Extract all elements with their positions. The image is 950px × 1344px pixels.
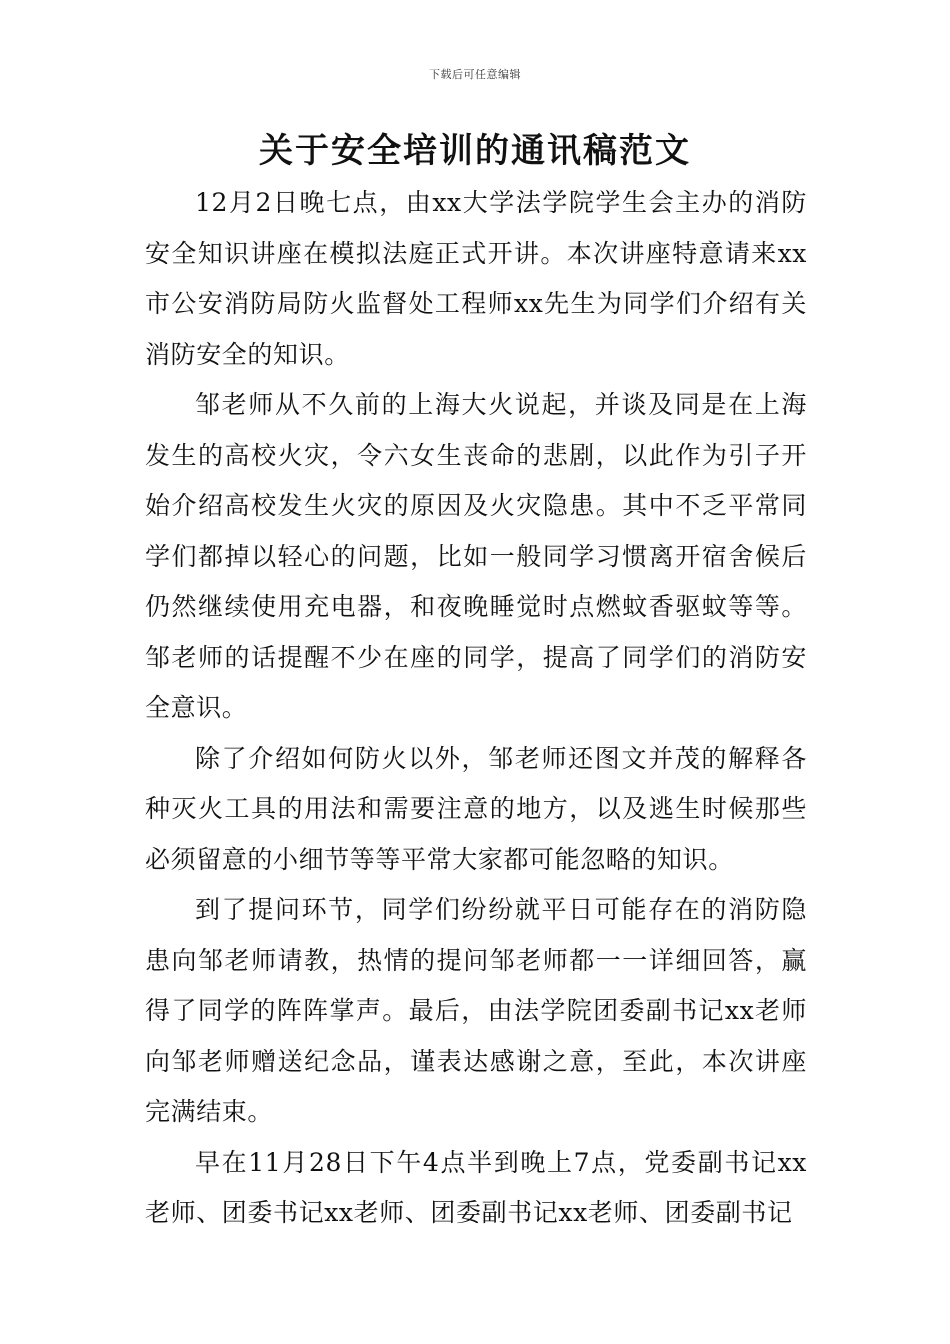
header-note: 下载后可任意编辑 bbox=[429, 68, 521, 81]
paragraph-1: 12月2日晚七点，由xx大学法学院学生会主办的消防安全知识讲座在模拟法庭正式开讲。本次讲座特意请来xx市公安消防局防火监督处工程师xx先生为同学们介绍有关消防安全的知识。 bbox=[145, 188, 807, 369]
paragraph-5: 早在11月28日下午4点半到晚上7点，党委副书记xx老师、团委书记xx老师、团委副书记xx老师、团委副书记 bbox=[145, 1147, 807, 1227]
paragraph-3: 除了介绍如何防火以外，邹老师还图文并茂的解释各种灭火工具的用法和需要注意的地方，以及逃生时候那些必须留意的小细节等等平常大家都可能忽略的知识。 bbox=[145, 743, 807, 874]
document-title: 关于安全培训的通讯稿范文 bbox=[259, 131, 691, 171]
document-body bbox=[145, 178, 807, 1239]
paragraph-4: 到了提问环节，同学们纷纷就平日可能存在的消防隐患向邹老师请教，热情的提问邹老师都一一详细回答，赢得了同学的阵阵掌声。最后，由法学院团委副书记xx老师向邹老师赠送纪念品，谨表达感谢之意，至此，本次讲座完满结束。 bbox=[145, 895, 807, 1126]
paragraph-2: 邹老师从不久前的上海大火说起，并谈及同是在上海发生的高校火灾，令六女生丧命的悲剧，以此作为引子开始介绍高校发生火灾的原因及火灾隐患。其中不乏平常同学们都掉以轻心的问题，比如一般同学习惯离开宿舍候后仍然继续使用充电器，和夜晚睡觉时点燃蚊香驱蚊等等。邹老师的话提醒不少在座的同学，提高了同学们的消防安全意识。 bbox=[145, 390, 807, 722]
